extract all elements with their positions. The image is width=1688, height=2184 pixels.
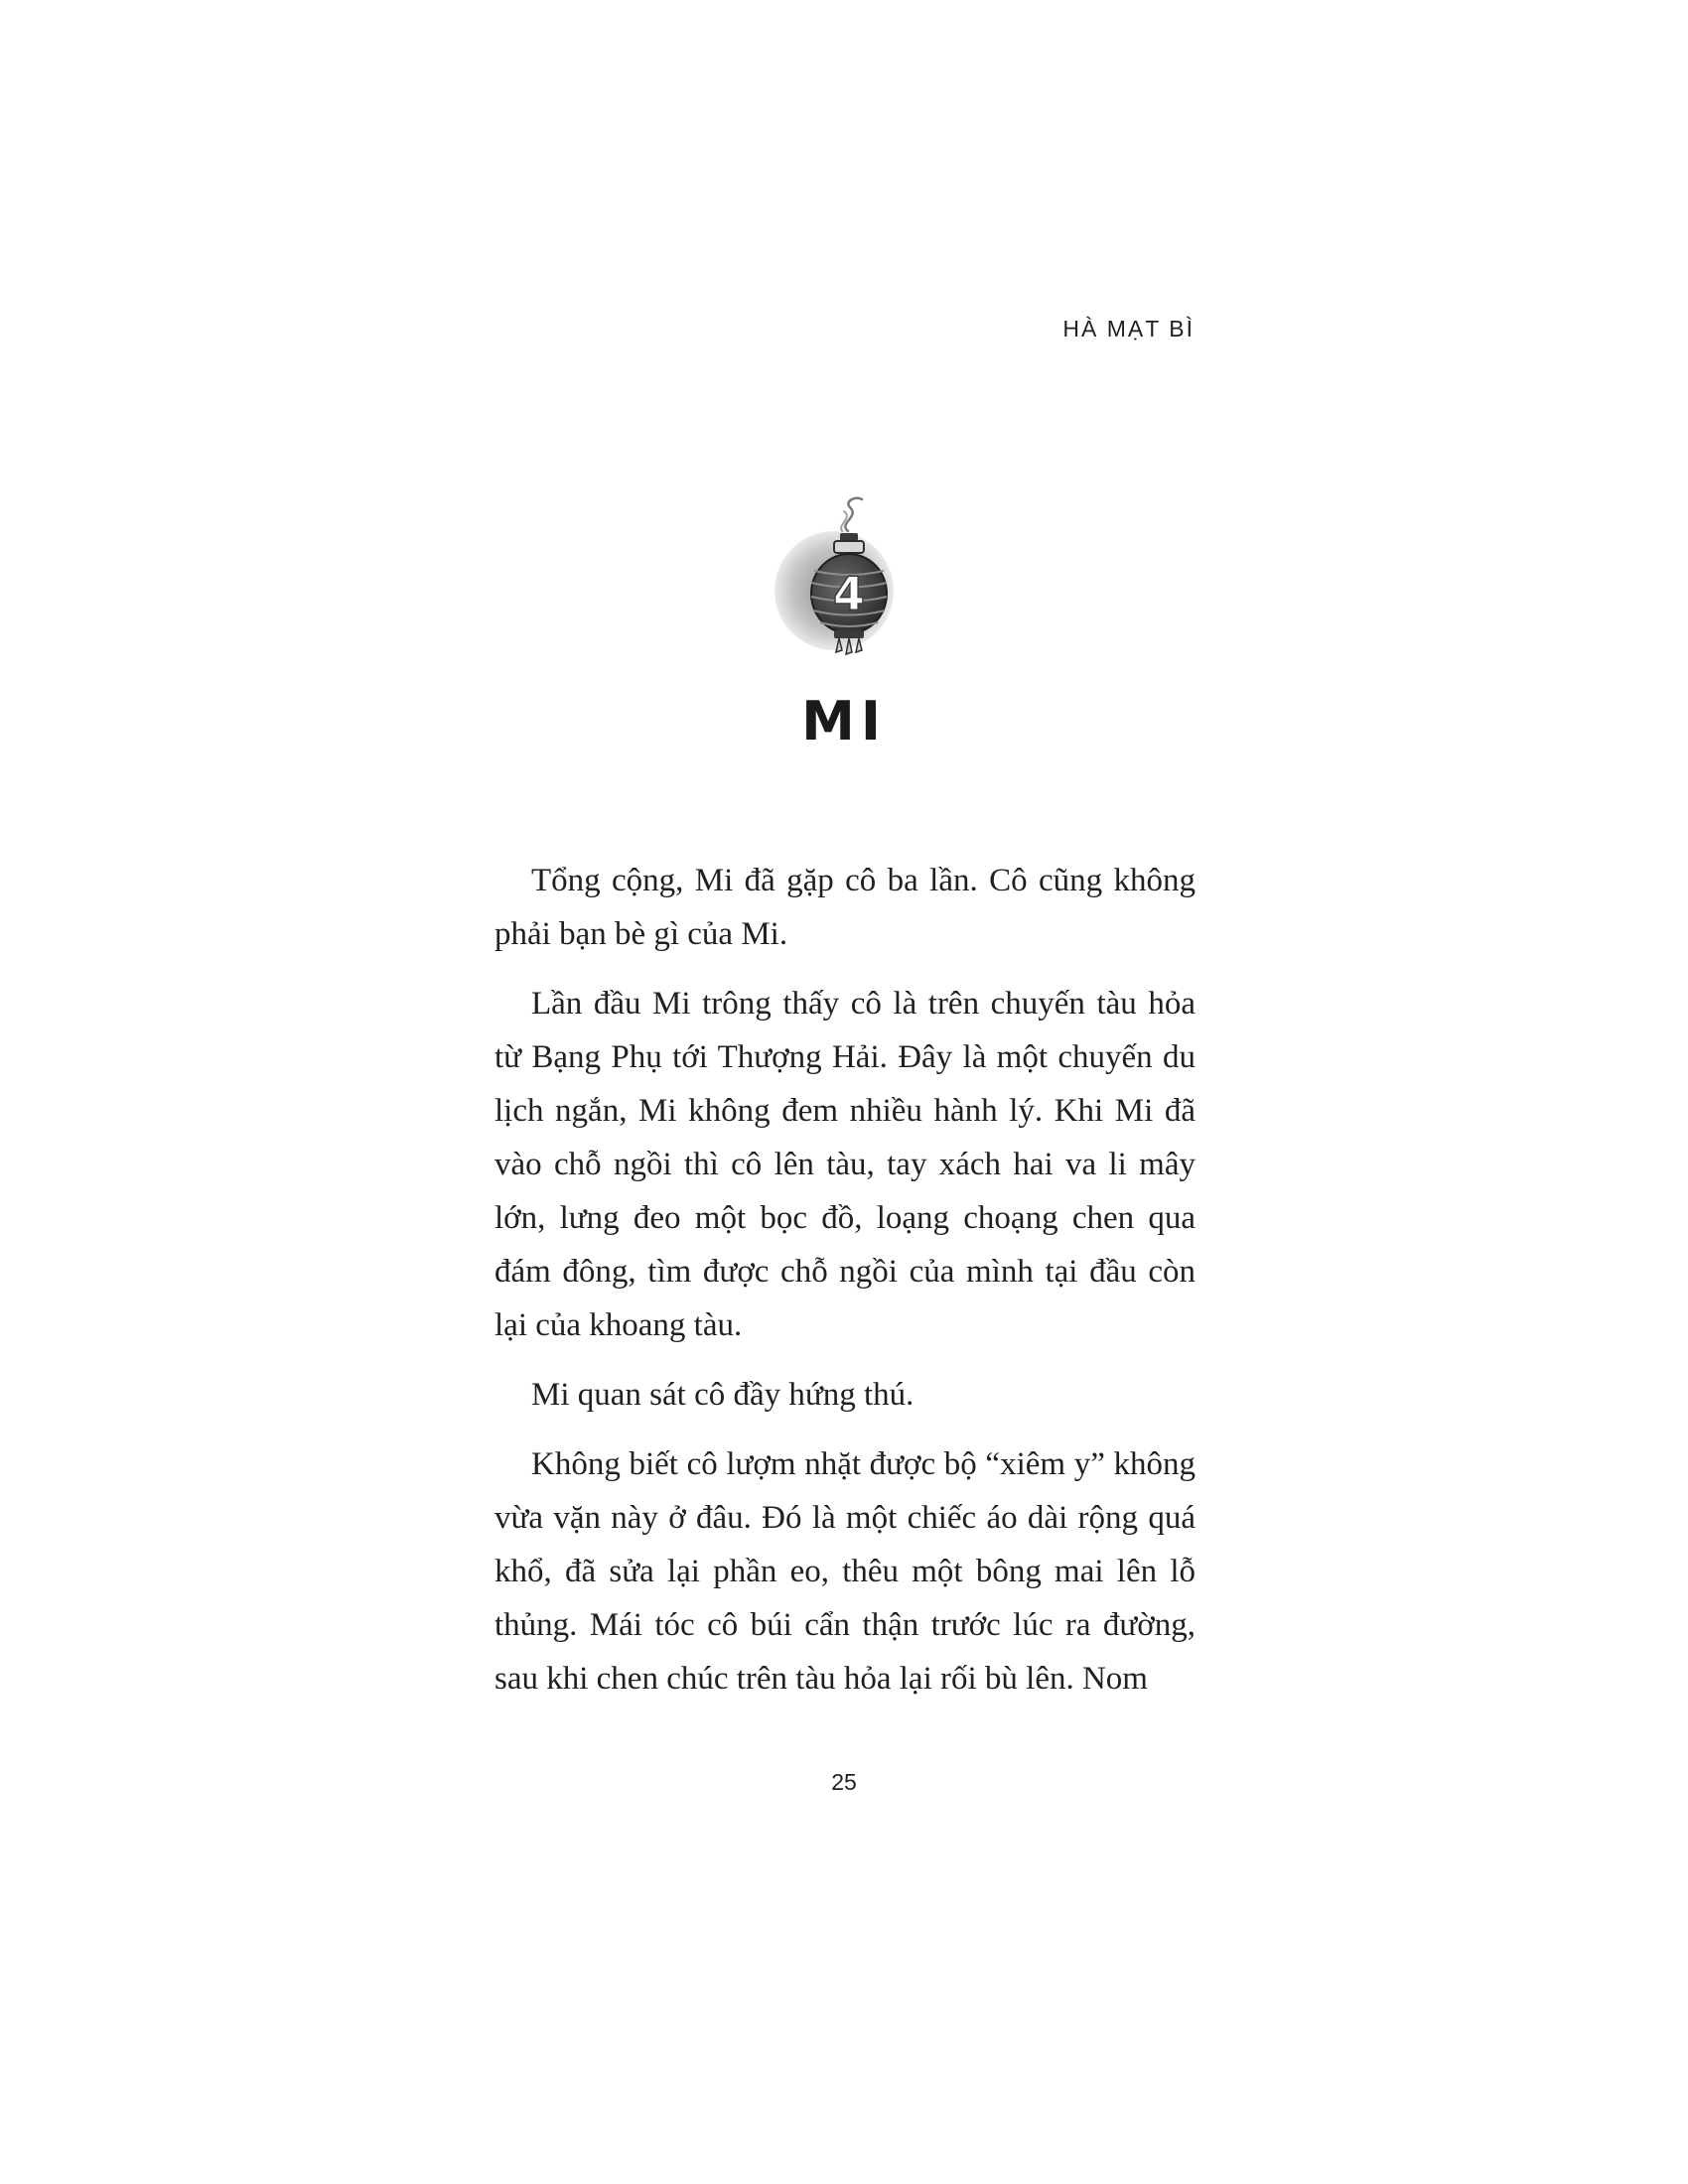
lantern-illustration — [765, 491, 923, 675]
body-text — [494, 854, 1196, 1721]
chapter-lantern-icon — [765, 491, 923, 675]
paragraph: Lần đầu Mi trông thấy cô là trên chuyến tàu hỏa từ Bạng Phụ tới Thượng Hải. Đây là một chuyến du lịch ngắn, Mi không đem nhiều hành lý. Khi Mi đã vào chỗ ngồi thì cô lên tàu, tay xách hai va li mây lớn, lưng đeo một bọc đồ, loạng choạng chen qua đám đông, tìm được chỗ ngồi của mình tại đầu còn lại của khoang tàu. — [494, 986, 1196, 1343]
paragraph: Tổng cộng, Mi đã gặp cô ba lần. Cô cũng không phải bạn bè gì của Mi. — [494, 863, 1196, 952]
page-number: 25 — [831, 1769, 857, 1795]
chapter-number: 4 — [832, 567, 866, 620]
running-header: HÀ MẠT BÌ — [1062, 316, 1195, 341]
paragraph: Mi quan sát cô đầy hứng thú. — [531, 1377, 914, 1413]
chapter-title: MI — [801, 690, 887, 752]
paragraph: Không biết cô lượm nhặt được bộ “xiêm y” không vừa vặn này ở đâu. Đó là một chiếc áo dài rộng quá khổ, đã sửa lại phần eo, thêu một bông mai lên lỗ thủng. Mái tóc cô búi cẩn thận trước lúc ra đường, sau khi chen chúc trên tàu hỏa lại rối bù lên. Nom — [494, 1446, 1196, 1697]
